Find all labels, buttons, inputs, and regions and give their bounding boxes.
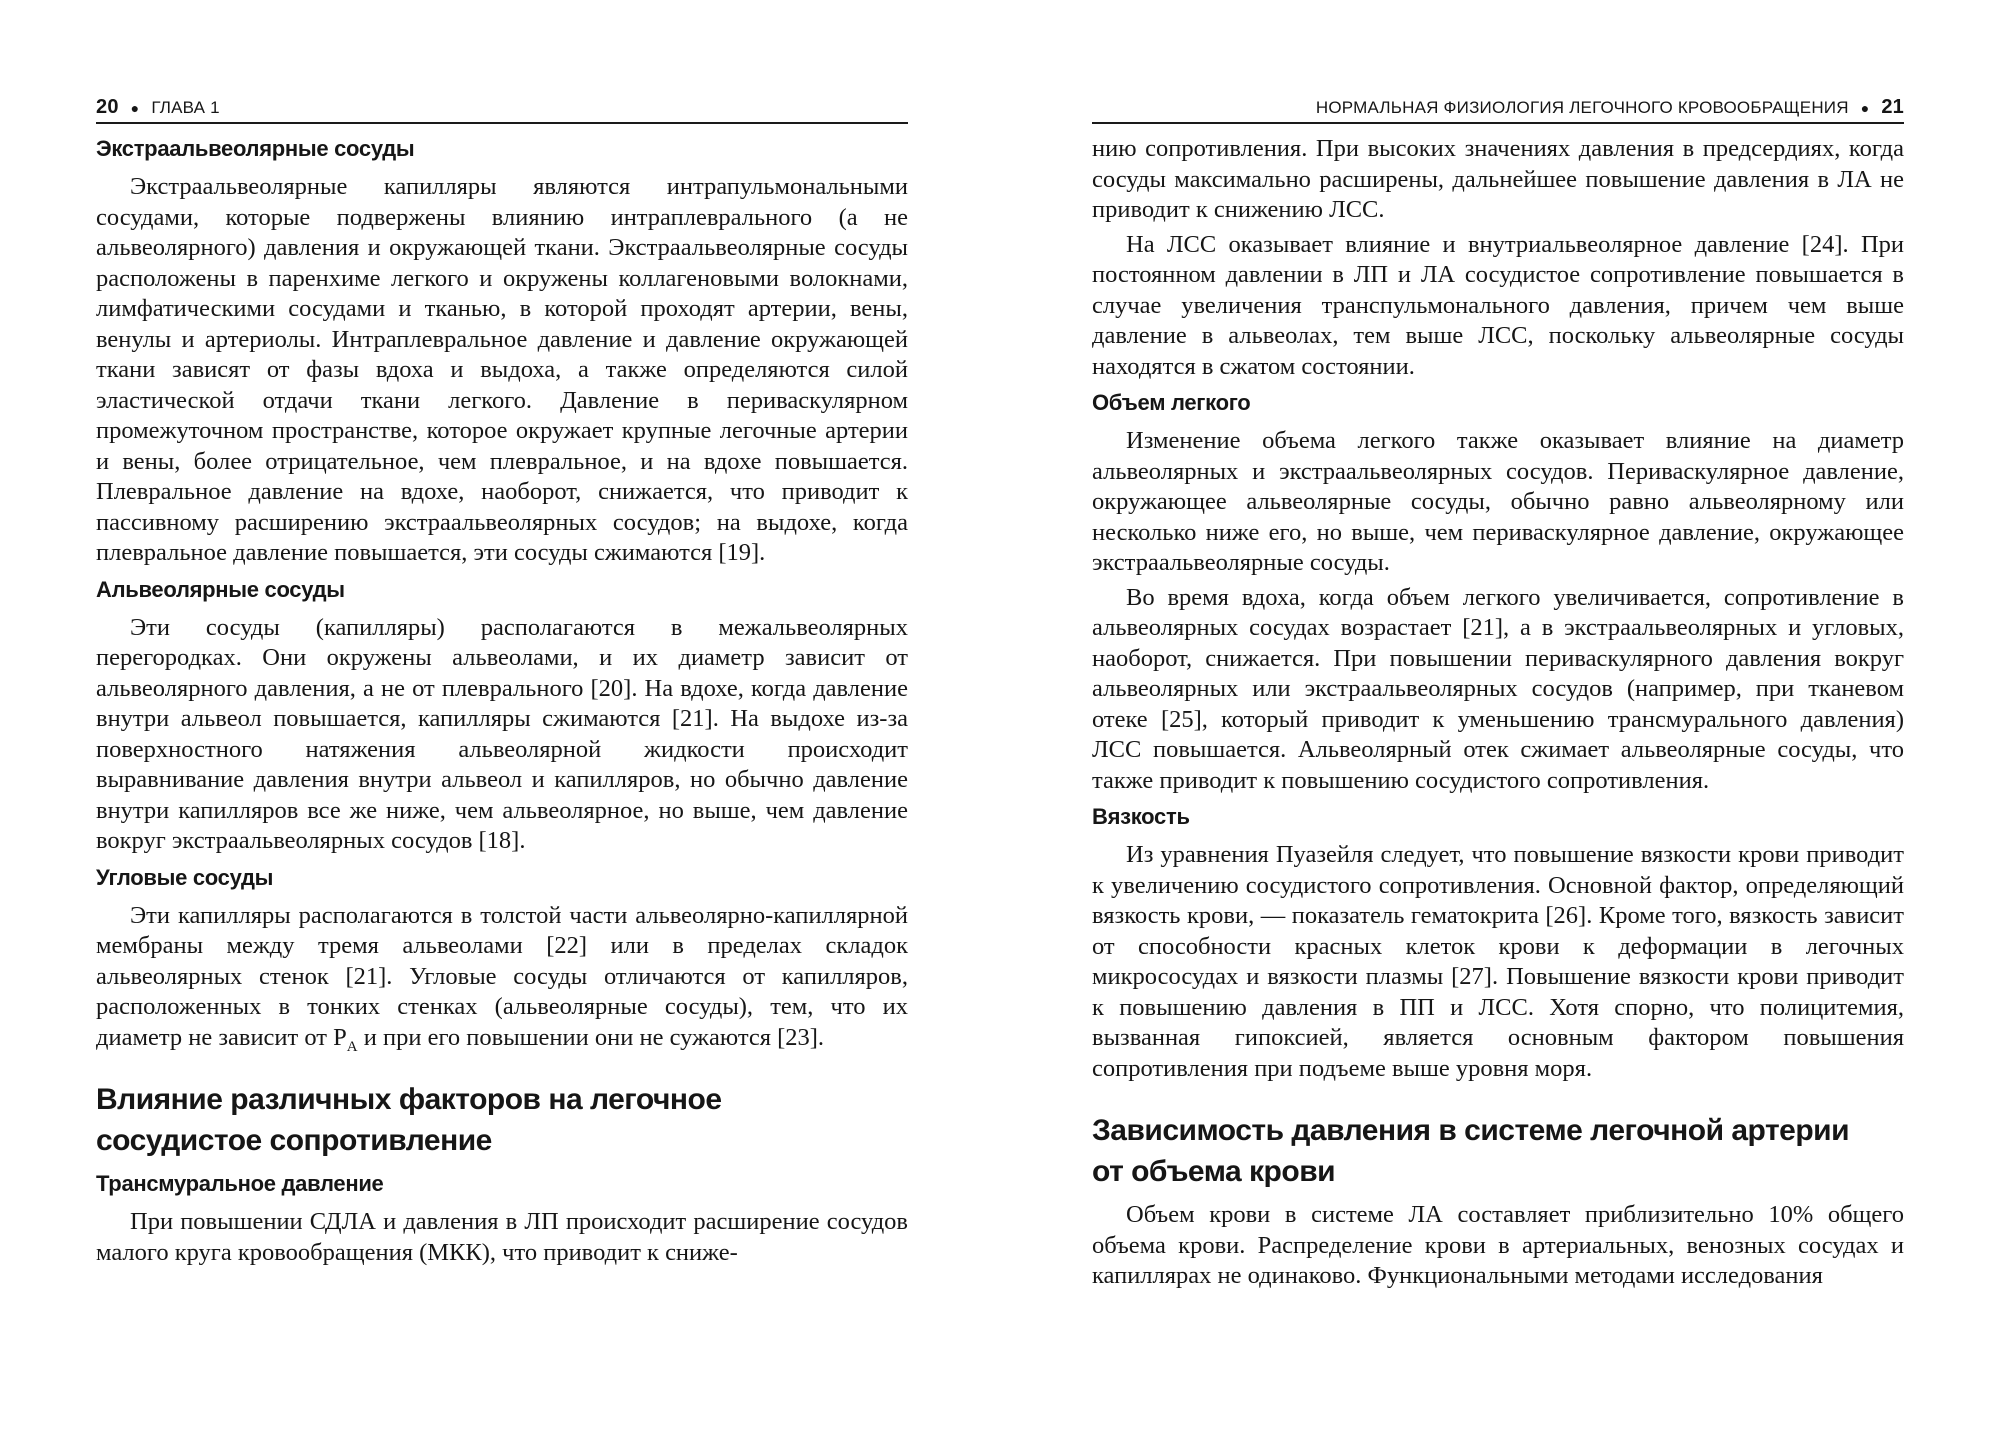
bullet-separator: ● [1860,100,1870,116]
page-number: 21 [1881,96,1904,118]
paragraph: Эти сосуды (капилляры) располагаются в межальвеолярных перегородках. Они окружены альвеолами, и их диаметр зависит от альвеолярного давления, а не от плеврального [20]. На вдохе, когда давление внутри альвеол повышается, капилляры сжимаются [21]. На выдохе из-за поверхностного натяжения альвеолярной жидкости происходит выравнивание давления внутри альвеол и капилляров, но обычно давление внутри капилляров все же ниже, чем альвеолярное, но выше, чем давление вокруг экстраальвеолярных сосудов [18]. [96,613,908,854]
paragraph: Из уравнения Пуазейля следует, что повышение вязкости крови приводит к увеличению сосудистого сопротивления. Основной фактор, определяющий вязкость крови, — показатель гематокрита [26]. Кроме того, вязкость зависит от способности красных клеток крови к деформации в легочных микрососудах и вязкости плазмы [27]. Повышение вязкости крови приводит к повышению давления в ПП и ЛСС. Хотя спорно, что полицитемия, вызванная гипоксией, является основным фактором повышения сопротивления при подъеме выше уровня моря. [1092,841,1904,1082]
subheading-transmural: Трансмуральное давление [96,1171,384,1196]
section-heading-line: сосудистое сопротивление [96,1124,492,1157]
subheading-viscosity: Вязкость [1092,804,1190,829]
section-heading-line: Зависимость давления в системе легочной артерии [1092,1114,1850,1147]
running-header-right [1092,92,1904,124]
running-title: НОРМАЛЬНАЯ ФИЗИОЛОГИЯ ЛЕГОЧНОГО КРОВООБРАЩЕНИЯ [1315,98,1849,117]
paragraph: Изменение объема легкого также оказывает влияние на диаметр альвеолярных и экстраальвеолярных сосудов. Периваскулярное давление, окружающее альвеолярные сосуды, обычно равно альвеолярному или несколько ниже его, но выше, чем периваскулярное давление, окружающее экстраальвеолярные сосуды. [1092,427,1904,576]
subheading-alveolar: Альвеолярные сосуды [96,576,345,602]
right-page [1092,92,1904,1296]
pressure-symbol: P [333,1023,347,1051]
section-heading-factors [96,1079,908,1161]
section-heading-line: Влияние различных факторов на легочное [96,1083,722,1116]
paragraph: При повышении СДЛА и давления в ЛП происходит расширение сосудов малого круга кровообращения (МКК), что приводит к сниже- [96,1208,908,1266]
paragraph-text: и при его повышении они не сужаются [23]. [357,1023,825,1051]
paragraph: нию сопротивления. При высоких значениях давления в предсердиях, когда сосуды максимально расширены, дальнейшее повышение давления в ЛА не приводит к снижению ЛСС. [1092,135,1904,223]
page-number: 20 [96,96,119,118]
paragraph: Объем крови в системе ЛА составляет приблизительно 10% общего объема крови. Распределение крови в артериальных, венозных сосудах и капиллярах не одинаково. Функциональными методами исследования [1092,1201,1904,1289]
subheading-corner-vessels: Угловые сосуды [96,864,274,890]
section-heading-blood-volume [1092,1110,1904,1192]
section-heading-line: от объема крови [1092,1155,1336,1188]
paragraph: На ЛСС оказывает влияние и внутриальвеолярное давление [24]. При постоянном давлении в ЛП и ЛА сосудистое сопротивление повышается в случае увеличения транспульмонального давления, причем чем выше давление в альвеолах, тем выше ЛСС, поскольку альвеолярные сосуды находятся в сжатом состоянии. [1092,230,1904,380]
paragraph [96,901,908,1054]
pressure-subscript: A [346,1038,358,1055]
running-header-left [96,92,908,124]
chapter-label: ГЛАВА 1 [151,98,220,117]
subheading-lung-volume: Объем легкого [1092,390,1251,415]
paragraph: Во время вдоха, когда объем легкого увеличивается, сопротивление в альвеолярных сосудах возрастает [21], а в экстраальвеолярных и угловых, наоборот, снижается. При повышении периваскулярного давления вокруг альвеолярных или экстраальвеолярных сосудов (например, при тканевом отеке [25], который приводит к уменьшению трансмурального давления) ЛСС повышается. Альвеолярный отек сжимает альвеолярные сосуды, что также приводит к повышению сосудистого сопротивления. [1092,583,1904,794]
subheading-extraalveolar: Экстраальвеолярные сосуды [96,136,415,161]
paragraph-text: Эти капилляры располагаются в толстой части альвеолярно-капиллярной мембраны между тремя альвеолами [22] или в пределах складок альвеолярных стенок [21]. Угловые сосуды отличаются от капилляров, расположенных в тонких стенках (альвеолярные сосуды), тем, что их диаметр не зависит от [96,901,908,1051]
left-page [96,92,908,1272]
bullet-separator: ● [130,100,140,116]
paragraph: Экстраальвеолярные капилляры являются интрапульмональными сосудами, которые подвержены влиянию интраплеврального (а не альвеолярного) давления и окружающей ткани. Экстраальвеолярные сосуды расположены в паренхиме легкого и окружены коллагеновыми волокнами, лимфатическими сосудами и тканью, в которой проходят артерии, вены, венулы и артериолы. Интраплевральное давление и давление окружающей ткани зависят от фазы вдоха и выдоха, а также определяются силой эластической отдачи ткани легкого. Давление в периваскулярном промежуточном пространстве, которое окружает крупные легочные артерии и вены, более отрицательное, чем плевральное, и на вдохе повышается. Плевральное давление на вдохе, наоборот, снижается, что приводит к пассивному расширению экстраальвеолярных сосудов; на выдохе, когда плевральное давление повышается, эти сосуды сжимаются [19]. [96,173,908,566]
